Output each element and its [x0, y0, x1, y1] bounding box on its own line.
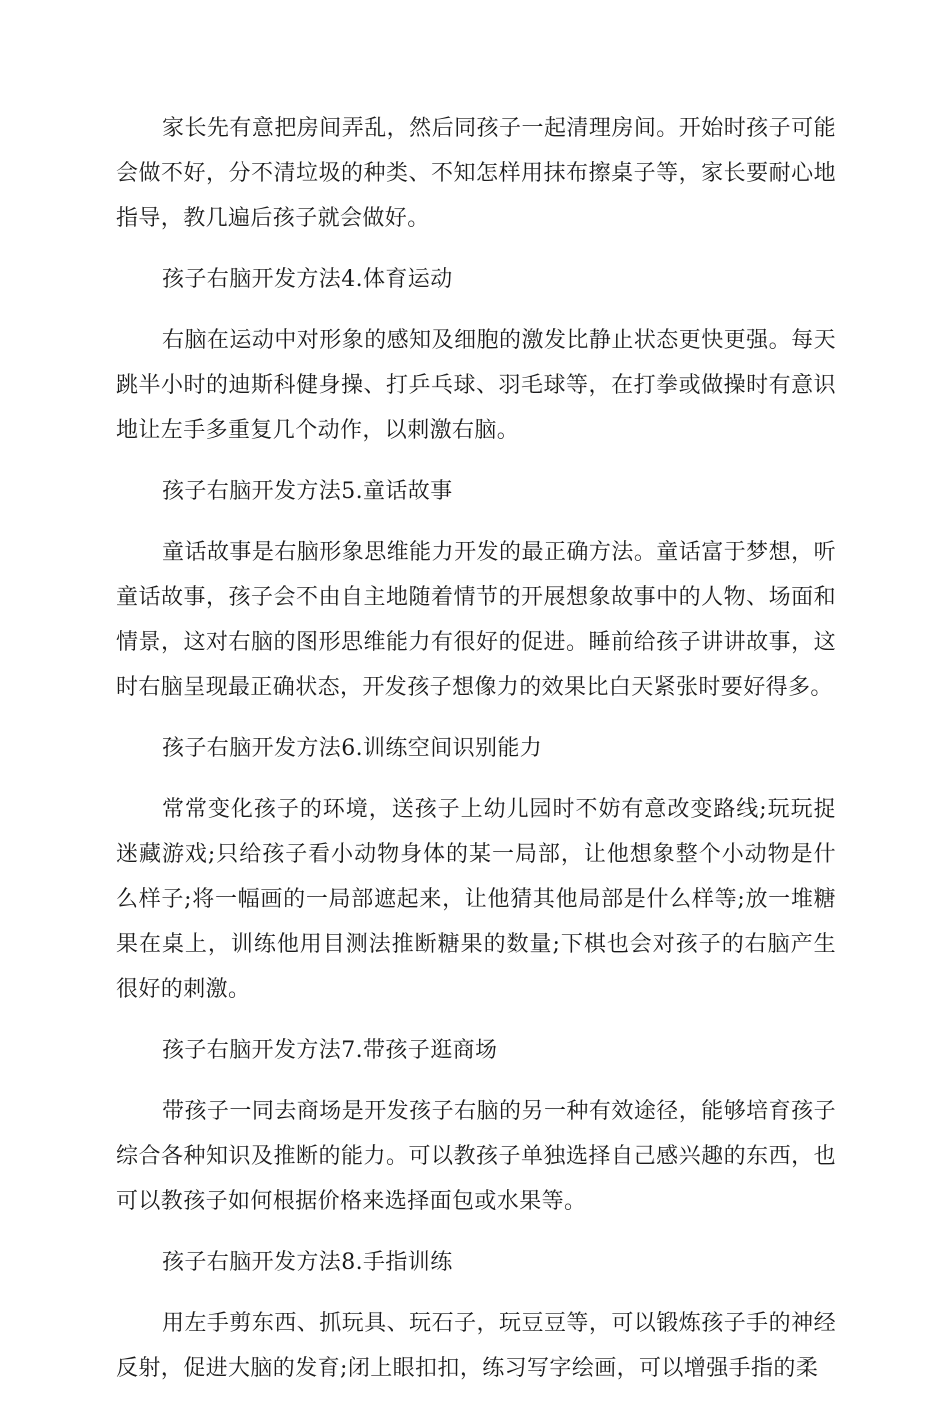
paragraph-shopping: 带孩子一同去商场是开发孩子右脑的另一种有效途径，能够培育孩子综合各种知识及推断的能力。可以教孩子单独选择自己感兴趣的东西，也可以教孩子如何根据价格来选择面包或水果等。 [116, 1099, 836, 1214]
paragraph-sports: 右脑在运动中对形象的感知及细胞的激发比静止状态更快更强。每天跳半小时的迪斯科健身操、打乒乓球、羽毛球等，在打拳或做操时有意识地让左手多重复几个动作，以刺激右脑。 [116, 328, 836, 443]
heading-method-5: 孩子右脑开发方法5.童话故事 [162, 479, 453, 504]
heading-method-7: 孩子右脑开发方法7.带孩子逛商场 [162, 1038, 498, 1063]
document-body [116, 106, 836, 1407]
paragraph-spatial-recognition: 常常变化孩子的环境，送孩子上幼儿园时不妨有意改变路线;玩玩捉迷藏游戏;只给孩子看小动物身体的某一局部，让他想象整个小动物是什么样子;将一幅画的一局部遮起来，让他猜其他局部是什么样等;放一堆糖果在桌上，训练他用目测法推断糖果的数量;下棋也会对孩子的右脑产生很好的刺激。 [116, 797, 836, 1002]
paragraph-room-cleaning: 家长先有意把房间弄乱，然后同孩子一起清理房间。开始时孩子可能会做不好，分不清垃圾的种类、不知怎样用抹布擦桌子等，家长要耐心地指导，教几遍后孩子就会做好。 [116, 116, 836, 231]
heading-method-8: 孩子右脑开发方法8.手指训练 [162, 1250, 453, 1275]
paragraph-fairy-tales: 童话故事是右脑形象思维能力开发的最正确方法。童话富于梦想，听童话故事，孩子会不由自主地随着情节的开展想象故事中的人物、场面和情景，这对右脑的图形思维能力有很好的促进。睡前给孩子讲讲故事，这时右脑呈现最正确状态，开发孩子想像力的效果比白天紧张时要好得多。 [116, 540, 836, 700]
heading-method-6: 孩子右脑开发方法6.训练空间识别能力 [162, 736, 543, 761]
heading-method-4: 孩子右脑开发方法4.体育运动 [162, 267, 453, 292]
paragraph-finger-training: 用左手剪东西、抓玩具、玩石子，玩豆豆等，可以锻炼孩子手的神经反射，促进大脑的发育;闭上眼扣扣，练习写字绘画，可以增强手指的柔 [116, 1311, 836, 1381]
